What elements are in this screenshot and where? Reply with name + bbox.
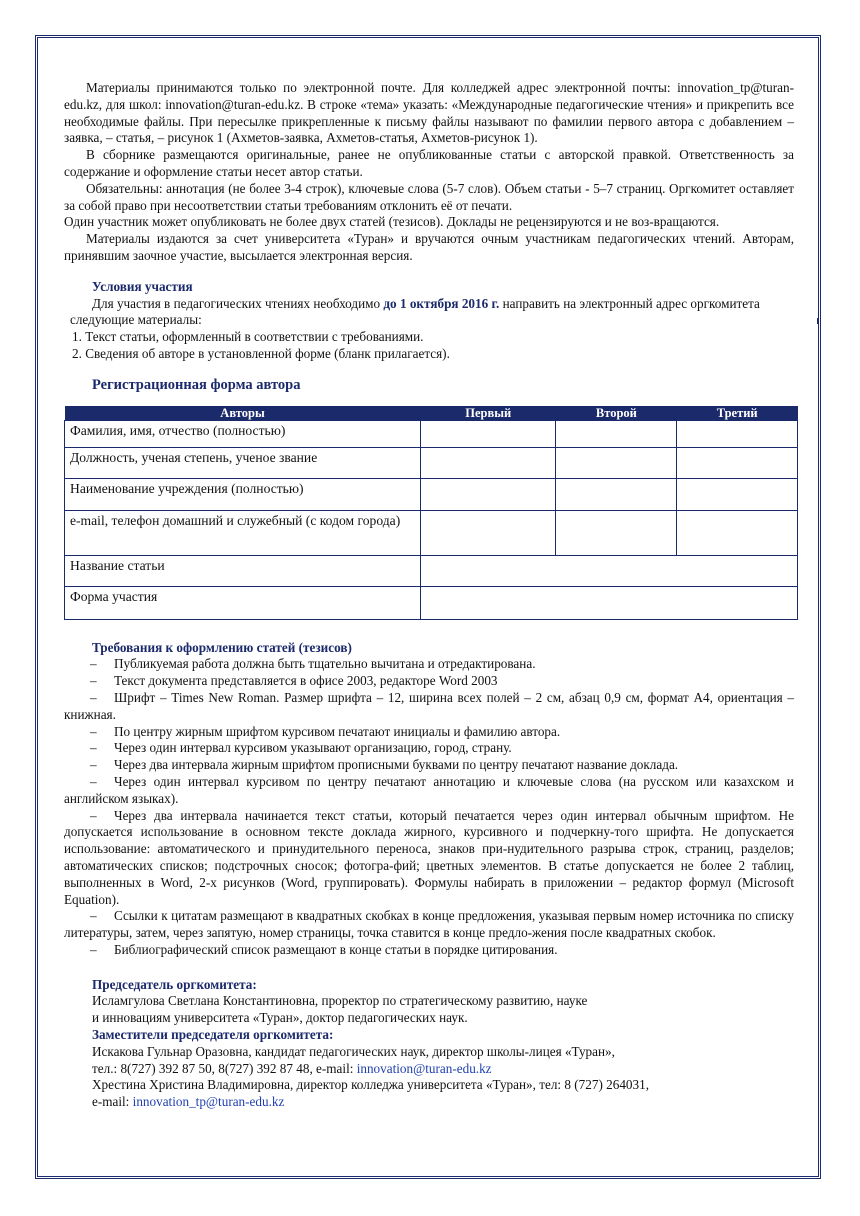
row-label-participation-form: Форма участия bbox=[65, 586, 421, 619]
list-item: – Через один интервал курсивом по центру печатают аннотацию и ключевые слова (на русском или казахском и английском языках). bbox=[64, 773, 794, 806]
chair-line-2: и инновациям университета «Туран», доктор педагогических наук. bbox=[92, 1010, 468, 1026]
deputy-1-email-link[interactable]: innovation@turan-edu.kz bbox=[356, 1060, 492, 1076]
intro-paragraph-4: Один участник может опубликовать не более двух статей (тезисов). Доклады не рецензируются и не воз-вращаются. bbox=[64, 214, 720, 230]
registration-header-row bbox=[65, 406, 798, 421]
dash-marker: – bbox=[90, 740, 97, 756]
dash-marker: – bbox=[90, 941, 97, 957]
cell-second[interactable] bbox=[556, 478, 677, 510]
margin-mark bbox=[817, 318, 819, 324]
dash-marker: – bbox=[90, 908, 97, 924]
cell-third[interactable] bbox=[677, 420, 798, 447]
row-label-contacts: e-mail, телефон домашний и служебный (с кодом города) bbox=[65, 510, 421, 555]
cell-third[interactable] bbox=[677, 478, 798, 510]
dash-marker: – bbox=[90, 773, 97, 789]
deputies-title: Заместители председателя оргкомитета: bbox=[92, 1027, 334, 1043]
conditions-item-2: 2. Сведения об авторе в установленной форме (бланк прилагается). bbox=[72, 345, 450, 361]
table-row bbox=[65, 478, 798, 510]
list-item: – Библиографический список размещают в конце статьи в порядке цитирования. bbox=[90, 941, 558, 957]
cell-participation-form[interactable] bbox=[421, 586, 798, 619]
cell-second[interactable] bbox=[556, 510, 677, 555]
document-body bbox=[64, 80, 794, 1111]
requirements-title: Требования к оформлению статей (тезисов) bbox=[92, 639, 352, 655]
deputy-1-phones: тел.: 8(727) 392 87 50, 8(727) 392 87 48, e-mail: bbox=[92, 1060, 357, 1076]
header-first: Первый bbox=[421, 406, 556, 421]
dash-marker: – bbox=[90, 656, 97, 672]
list-item: – Текст документа представляется в офисе 2003, редакторе Word 2003 bbox=[90, 673, 498, 689]
conditions-item-1: 1. Текст статьи, оформленный в соответствии с требованиями. bbox=[72, 329, 424, 345]
cell-article-title[interactable] bbox=[421, 555, 798, 586]
intro-paragraph-5: Материалы издаются за счет университета «Туран» и вручаются очным участникам педагогических чтений. Авторам, принявшим заочное участие, высылается электронная версия. bbox=[64, 231, 794, 263]
cell-second[interactable] bbox=[556, 420, 677, 447]
conditions-lead-before: Для участия в педагогических чтениях необходимо bbox=[92, 295, 384, 311]
row-label-position: Должность, ученая степень, ученое звание bbox=[65, 447, 421, 478]
list-item: – Публикуемая работа должна быть тщательно вычитана и отредактирована. bbox=[90, 656, 536, 672]
deputy-2-email-link[interactable]: innovation_tp@turan-edu.kz bbox=[132, 1094, 285, 1110]
registration-form-title: Регистрационная форма автора bbox=[92, 376, 301, 393]
table-row bbox=[65, 510, 798, 555]
list-item: – Через один интервал курсивом указывают организацию, город, страну. bbox=[90, 740, 512, 756]
deputy-2-line-2 bbox=[64, 1094, 794, 1111]
cell-third[interactable] bbox=[677, 447, 798, 478]
conditions-deadline: до 1 октября 2016 г. bbox=[383, 295, 500, 311]
dash-marker: – bbox=[90, 689, 97, 705]
intro-paragraph-1: Материалы принимаются только по электронной почте. Для колледжей адрес электронной почты: innovation_tp@turan-edu.kz, для школ: innovation@turan-edu.kz. В строке «тема» указать: «Международные педагогические чтения» и прикрепить все необходимые файлы. При пересылке прикрепленные к письму файлы называют по фамилии первого автора с добавлением – заявка, – статья, – рисунок 1 (Ахметов-заявка, Ахметов-статья, Ахметов-рисунок 1). bbox=[64, 80, 794, 146]
cell-first[interactable] bbox=[421, 510, 556, 555]
cell-second[interactable] bbox=[556, 447, 677, 478]
intro-paragraph-3: Обязательны: аннотация (не более 3-4 строк), ключевые слова (5-7 слов). Объем статьи - 5–7 страниц. Оргкомитет оставляет за собой право при несоответствии статьи требованиям отклонить её от печати. bbox=[64, 180, 794, 213]
list-item: – По центру жирным шрифтом курсивом печатают инициалы и фамилию автора. bbox=[90, 723, 561, 739]
deputy-2-email-label: e-mail: bbox=[92, 1094, 133, 1110]
dash-marker: – bbox=[90, 807, 97, 823]
conditions-title: Условия участия bbox=[92, 278, 193, 294]
dash-marker: – bbox=[90, 757, 97, 773]
list-item: – Через два интервала жирным шрифтом прописными буквами по центру печатают название доклада. bbox=[90, 757, 679, 773]
cell-first[interactable] bbox=[421, 478, 556, 510]
row-label-institution: Наименование учреждения (полностью) bbox=[65, 478, 421, 510]
row-label-article-title: Название статьи bbox=[65, 555, 421, 586]
deputy-1-line-2 bbox=[64, 1061, 794, 1078]
chair-title: Председатель оргкомитета: bbox=[92, 976, 257, 992]
header-authors: Авторы bbox=[65, 406, 421, 421]
cell-first[interactable] bbox=[421, 447, 556, 478]
row-label-full-name: Фамилия, имя, отчество (полностью) bbox=[65, 420, 421, 447]
table-row bbox=[65, 586, 798, 619]
cell-third[interactable] bbox=[677, 510, 798, 555]
header-third: Третий bbox=[677, 406, 798, 421]
dash-marker: – bbox=[90, 723, 97, 739]
conditions-lead-after: направить на электронный адрес оргкомитета следующие материалы: bbox=[70, 295, 760, 328]
table-row bbox=[65, 420, 798, 447]
list-item: – Через два интервала начинается текст статьи, который печатается через один интервал обычным шрифтом. Не допускается использование в основном тексте доклада жирного, курсивного и подчеркну-того шрифта. Не допускается использование: автоматического и принудительного переноса, знаков при-нудительного разрыва строк, страниц, разделов; автоматических списков; подстрочных сносок; фотогра-фий; цветных элементов. В статье допускается не более 2 таблиц, выполненных в Word, 2-х рисунков (Word, группировать). Формулы набирать в приложении – редактор формул (Microsoft Equation). bbox=[64, 807, 794, 907]
deputy-2-line-1: Хрестина Христина Владимировна, директор колледжа университета «Туран», тел: 8 (727) 264031, bbox=[92, 1077, 649, 1093]
deputy-1-line-1: Искакова Гульнар Оразовна, кандидат педагогических наук, директор школы-лицея «Туран», bbox=[92, 1043, 615, 1059]
registration-table bbox=[64, 406, 798, 620]
table-row bbox=[65, 447, 798, 478]
cell-first[interactable] bbox=[421, 420, 556, 447]
list-item: – Шрифт – Times New Roman. Размер шрифта – 12, ширина всех полей – 2 см, абзац 0,9 см, формат А4, ориентация – книжная. bbox=[64, 689, 794, 722]
table-row bbox=[65, 555, 798, 586]
intro-paragraph-2: В сборнике размещаются оригинальные, ранее не опубликованные статьи с авторской правкой. Ответственность за содержание и оформление статьи несет автор статьи. bbox=[64, 147, 794, 179]
header-second: Второй bbox=[556, 406, 677, 421]
chair-line-1: Исламгулова Светлана Константиновна, проректор по стратегическому развитию, науке bbox=[92, 993, 588, 1009]
dash-marker: – bbox=[90, 673, 97, 689]
conditions-lead bbox=[64, 296, 794, 330]
list-item: – Ссылки к цитатам размещают в квадратных скобках в конце предложения, указывая первым номер источника по списку литературы, затем, через запятую, номер страницы, точка ставится в конце предло-жения после квадратных скобок. bbox=[64, 908, 794, 941]
